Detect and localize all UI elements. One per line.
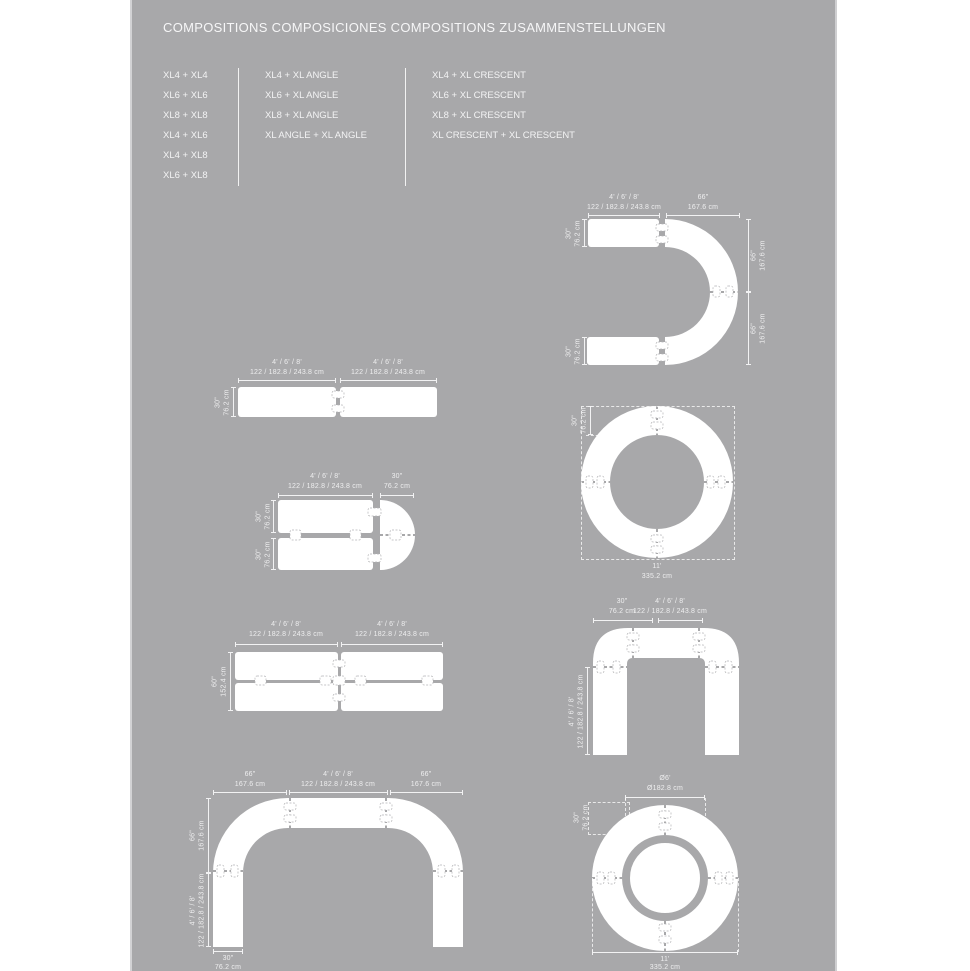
dim-label-curve: 66"	[189, 830, 197, 841]
dim-label-curve-cm: 167.6 cm	[759, 313, 767, 344]
dim-label-width-cm: 76.2 cm	[223, 389, 231, 416]
dim-label-width: 30"	[255, 549, 263, 560]
dim-label-length: 4' / 6' / 8'	[655, 598, 685, 605]
dim-label-curve-cm: 167.6 cm	[410, 781, 442, 788]
dim-label-length-cm: 122 / 182.8 / 243.8 cm	[354, 631, 430, 638]
dim-line	[590, 406, 591, 435]
dim-label-width-cm: 76.2 cm	[574, 220, 582, 247]
dim-line	[208, 798, 209, 873]
dim-label-length: 4' / 6' / 8'	[609, 194, 639, 201]
list-item: XL6 + XL6	[163, 90, 208, 101]
list-item: XL6 + XL CRESCENT	[432, 90, 526, 101]
dim-line	[625, 797, 705, 798]
dim-label-width: 30"	[391, 473, 403, 480]
dim-label-length-cm: 122 / 182.8 / 243.8 cm	[300, 781, 376, 788]
dim-line	[588, 215, 660, 216]
dim-line	[233, 387, 234, 417]
dim-label-length-cm: 122 / 182.8 / 243.8 cm	[350, 369, 426, 376]
dim-label-inner-diameter-cm: Ø182.8 cm	[646, 785, 684, 792]
list-item: XL4 + XL CRESCENT	[432, 70, 526, 81]
list-item: XL4 + XL8	[163, 150, 208, 161]
diagram-circle-plan	[570, 770, 770, 971]
dim-label-width: 30"	[565, 346, 573, 357]
dim-label-width-cm: 152.4 cm	[220, 666, 228, 697]
dim-label-diameter-cm: 335.2 cm	[649, 964, 681, 971]
dim-label-width-cm: 76.2 cm	[574, 338, 582, 365]
dim-label-inner-diameter: Ø6'	[659, 775, 671, 782]
dim-label-width: 30"	[573, 812, 581, 823]
dim-label-length-cm: 122 / 182.8 / 243.8 cm	[248, 631, 324, 638]
dim-label-width-cm: 76.2 cm	[582, 804, 590, 831]
dim-line	[273, 538, 274, 570]
dim-label-diameter: 11'	[652, 563, 662, 570]
ring-width-box	[588, 802, 630, 835]
diagram-arch-large	[190, 765, 480, 971]
list-item: XL4 + XL ANGLE	[265, 70, 339, 81]
bounding-box	[581, 406, 735, 560]
dim-label-length-cm: 122 / 182.8 / 243.8 cm	[632, 608, 708, 615]
dim-label-length: 4' / 6' / 8'	[373, 359, 403, 366]
dim-label-length-cm: 122 / 182.8 / 243.8 cm	[586, 204, 662, 211]
list-item: XL6 + XL8	[163, 170, 208, 181]
dim-label-curve: 66"	[750, 323, 758, 334]
list-item: XL8 + XL CRESCENT	[432, 110, 526, 121]
dim-line	[340, 380, 437, 381]
dim-label-width: 30"	[565, 228, 573, 239]
dim-line	[666, 215, 740, 216]
dim-label-width-cm: 76.2 cm	[383, 483, 411, 490]
dim-label-curve: 66"	[750, 250, 758, 261]
list-divider	[238, 68, 239, 186]
dim-label-width: 30"	[616, 598, 628, 605]
dim-label-width: 30"	[222, 955, 234, 962]
dim-label-length: 4' / 6' / 8'	[568, 696, 576, 727]
dim-line	[341, 644, 443, 645]
dim-line	[592, 952, 738, 953]
list-item: XL4 + XL6	[163, 130, 208, 141]
dim-label-length-cm: 122 / 182.8 / 243.8 cm	[577, 674, 585, 749]
list-item: XL ANGLE + XL ANGLE	[265, 130, 368, 141]
dim-label-length: 4' / 6' / 8'	[272, 359, 302, 366]
guide-line	[705, 798, 706, 846]
dim-line	[587, 667, 588, 755]
list-item: XL CRESCENT + XL CRESCENT	[432, 130, 575, 141]
dim-label-width: 30"	[571, 415, 579, 426]
dim-label-width-cm: 76.2 cm	[264, 503, 272, 530]
dim-line	[278, 495, 373, 496]
dim-line	[238, 380, 336, 381]
dim-line	[289, 792, 388, 793]
dim-line	[380, 495, 414, 496]
dim-line	[273, 500, 274, 533]
dim-label-curve-cm: 167.6 cm	[198, 820, 206, 851]
dim-label-width-cm: 76.2 cm	[264, 541, 272, 568]
dim-label-width-cm: 76.2 cm	[580, 407, 588, 434]
list-item: XL4 + XL4	[163, 70, 208, 81]
dim-label-length-cm: 122 / 182.8 / 243.8 cm	[249, 369, 325, 376]
dim-label-curve: 66"	[244, 771, 256, 778]
list-item: XL8 + XL8	[163, 110, 208, 121]
dim-label-length: 4' / 6' / 8'	[271, 621, 301, 628]
dim-label-diameter: 11'	[660, 956, 670, 963]
dim-label-curve-cm: 167.6 cm	[234, 781, 266, 788]
dim-label-width-cm: 76.2 cm	[608, 608, 636, 615]
page-title: COMPOSITIONS COMPOSICIONES COMPOSITIONS ZUSAMMENSTELLUNGEN	[163, 20, 666, 35]
dim-label-width: 60"	[211, 676, 219, 687]
dim-line	[230, 652, 231, 711]
dim-label-curve-cm: 167.6 cm	[759, 240, 767, 271]
dim-line	[213, 792, 287, 793]
dim-line	[593, 620, 653, 621]
dim-line	[235, 644, 338, 645]
list-item: XL6 + XL ANGLE	[265, 90, 339, 101]
list-item: XL8 + XL ANGLE	[265, 110, 339, 121]
dim-line	[390, 792, 463, 793]
diagram-u-shape	[560, 190, 770, 380]
dim-label-width: 30"	[255, 511, 263, 522]
dim-label-length-cm: 122 / 182.8 / 243.8 cm	[198, 873, 206, 948]
dim-label-length: 4' / 6' / 8'	[377, 621, 407, 628]
dim-label-length: 4' / 6' / 8'	[310, 473, 340, 480]
dim-label-length: 4' / 6' / 8'	[189, 895, 197, 926]
diagram-arch-small	[570, 595, 755, 770]
guide-line	[592, 878, 593, 952]
dim-label-curve-cm: 167.6 cm	[687, 204, 719, 211]
dim-label-length: 4' / 6' / 8'	[323, 771, 353, 778]
dim-label-length-cm: 122 / 182.8 / 243.8 cm	[287, 483, 363, 490]
dim-line	[584, 337, 585, 365]
guide-line	[586, 435, 628, 436]
dim-label-diameter-cm: 335.2 cm	[641, 573, 673, 580]
dim-label-curve: 66"	[420, 771, 432, 778]
dim-label-curve: 66"	[697, 194, 709, 201]
dim-line	[658, 620, 703, 621]
dim-line	[213, 951, 243, 952]
dim-line	[584, 219, 585, 247]
list-divider	[405, 68, 406, 186]
dim-line	[208, 873, 209, 947]
guide-line	[738, 878, 739, 952]
dim-label-width-cm: 76.2 cm	[214, 964, 242, 971]
dim-label-width: 30"	[214, 397, 222, 408]
